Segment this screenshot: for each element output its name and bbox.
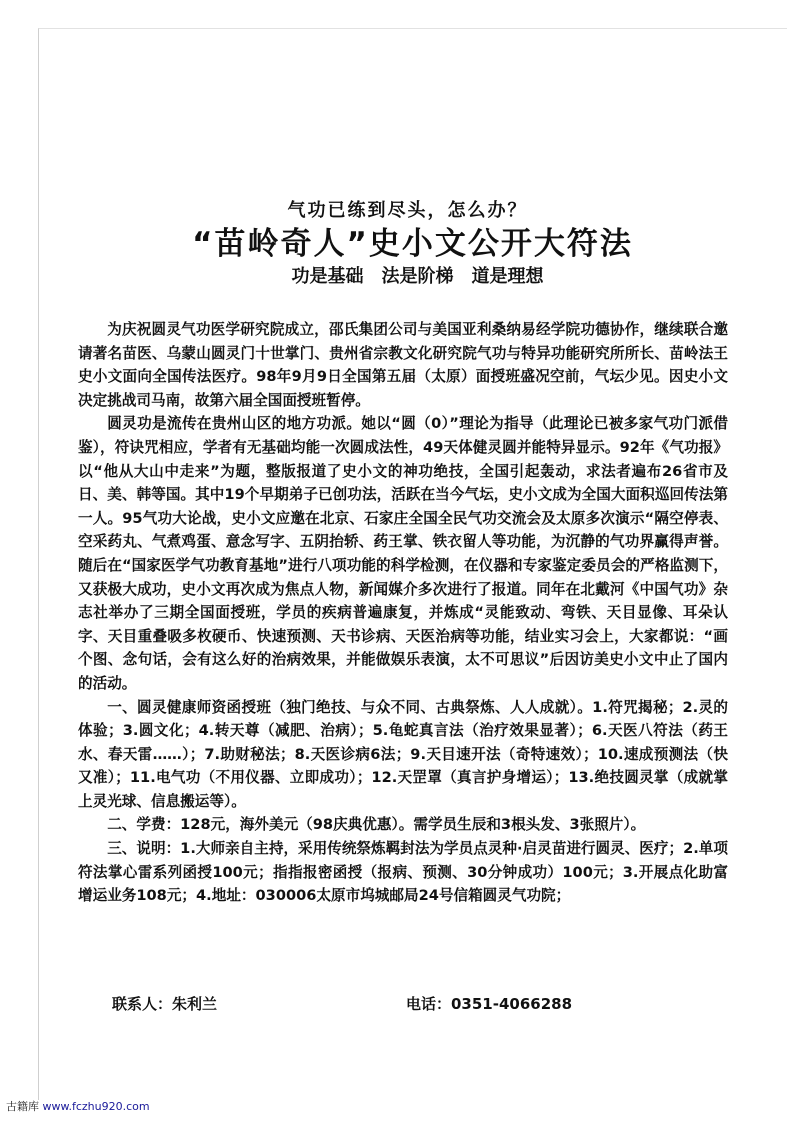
contact-phone: 电话：0351-4066288 bbox=[406, 995, 573, 1013]
paragraph-notes: 三、说明：1.大师亲自主持，采用传统祭炼羁封法为学员点灵种·启灵苗进行圆灵、医疗；2.单项符法掌心雷系列函授100元；指指报密函授（报病、预测、30分钟成功）100元；3.开展点化助富增运业务108元；4.地址：030006太原市坞城邮局24号信箱圆灵气功院； bbox=[78, 840, 728, 905]
paragraph-fees: 二、学费：128元，海外美元（98庆典优惠）。需学员生辰和3根头发、3张照片）。 bbox=[107, 816, 646, 834]
main-title: “苗岭奇人”史小文公开大符法 bbox=[192, 226, 633, 262]
paragraph-course-list: 一、圆灵健康师资函授班（独门绝技、与众不同、古典祭炼、人人成就）。1.符咒揭秘；2.灵的体验；3.圆文化；4.转天尊（减肥、治病）；5.龟蛇真言法（治疗效果显著）；6.天医八符法（药王水、春天雷……）；7.助财秘法；8.天医诊病6法；9.天目速开法（奇特速效）；10.速成预测法（快又准）；11.电气功（不用仪器、立即成功）；12.天罡罩（真言护身增运）；13.绝技圆灵掌（成就掌上灵光球、信息搬运等）。 bbox=[78, 698, 728, 810]
article-body bbox=[78, 318, 728, 908]
subtitle: 功是基础 法是阶梯 道是理想 bbox=[291, 266, 544, 287]
paragraph-intro: 为庆祝圆灵气功医学研究院成立，邵氏集团公司与美国亚利桑纳易经学院功德协作，继续联合邀请著名苗医、乌蒙山圆灵门十世掌门、贵州省宗教文化研究院气功与特异功能研究所所长、苗岭法王史小文面向全国传法医疗。98年9月9日全国第五届（太原）面授班盛况空前，气坛少见。因史小文决定挑战司马南，故第六届全国面授班暂停。 bbox=[78, 321, 728, 409]
footer-site-name: 古籍库 bbox=[6, 1100, 39, 1113]
footer-watermark bbox=[6, 1098, 150, 1114]
contact-person: 联系人：朱利兰 bbox=[112, 995, 218, 1013]
paragraph-history: 圆灵功是流传在贵州山区的地方功派。她以“圆（0）”理论为指导（此理论已被多家气功门派借鉴），符诀咒相应，学者有无基础均能一次圆成法性，49天体健灵圆并能特异显示。92年《气功报》以“他从大山中走来”为题，整版报道了史小文的神功绝技，全国引起轰动，求法者遍布26省市及日、美、韩等国。其中19个早期弟子已创功法，活跃在当今气坛，史小文成为全国大面积巡回传法第一人。95气功大论战，史小文应邀在北京、石家庄全国全民气功交流会及太原多次演示“隔空停表、空采药丸、气煮鸡蛋、意念写字、五阴抬轿、药王掌、铁衣留人等功能，为沉静的气功界赢得声誉。随后在“国家医学气功教育基地”进行八项功能的科学检测，在仪器和专家鉴定委员会的严格监测下，又获极大成功，史小文再次成为焦点人物，新闻媒介多次进行了报道。同年在北戴河《中国气功》杂志社举办了三期全国面授班，学员的疾病普遍康复，并炼成“灵能致动、弯铁、天目显像、耳朵认字、天目重叠吸多枚硬币、快速预测、天书诊病、天医治病等功能，结业实习会上，大家都说：“画个图、念句话，会有这么好的治病效果，并能做娱乐表演，太不可思议”后因访美史小文中止了国内的活动。 bbox=[78, 415, 728, 692]
footer-url[interactable]: www.fczhu920.com bbox=[42, 1100, 150, 1113]
kicker-headline: 气功已练到尽头，怎么办？ bbox=[287, 200, 528, 221]
title-block bbox=[0, 198, 795, 290]
